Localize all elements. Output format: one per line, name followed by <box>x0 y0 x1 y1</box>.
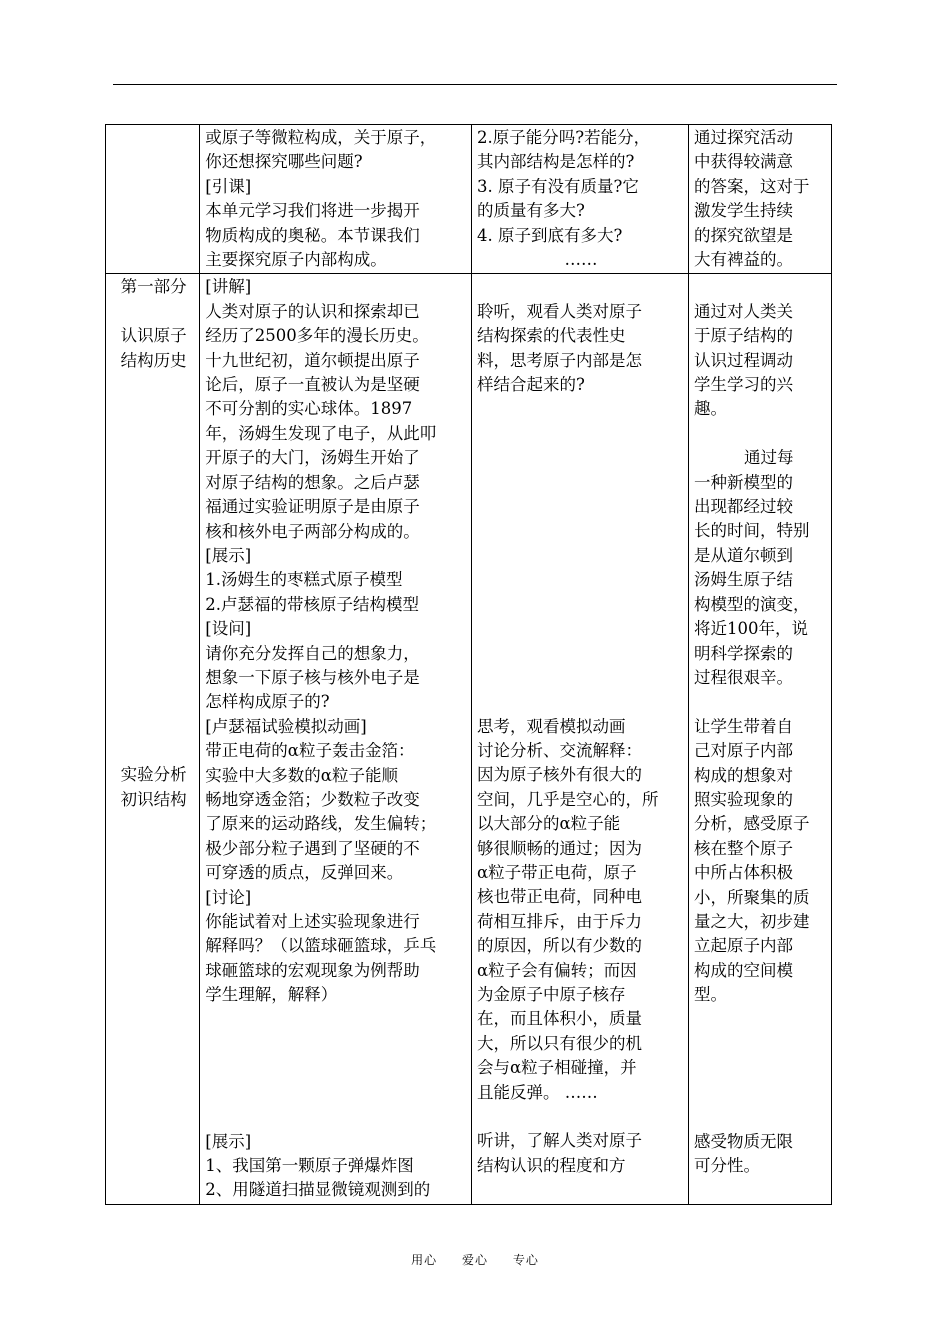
text-line: [讨论] <box>205 887 252 907</box>
text-line: 大，所以只有很少的机 <box>477 1033 643 1053</box>
text-line: 核也带正电荷，同种电 <box>477 887 643 907</box>
text-line: 一种新模型的 <box>694 472 794 492</box>
text-line: 大有裨益的。 <box>694 250 794 270</box>
text-line: 本单元学习我们将进一步揭开 <box>205 201 420 221</box>
text-line: 分析，感受原子 <box>694 814 810 834</box>
text-line: 通过探究活动 <box>694 128 794 147</box>
text-line: 畅地穿透金箔；少数粒子改变 <box>205 789 420 809</box>
text-line: 构成的空间模 <box>694 960 794 980</box>
text-line: 4. 原子到底有多大? <box>477 225 623 245</box>
text-line: 的探究欲望是 <box>694 225 794 245</box>
text-line: 年，汤姆生发现了电子，从此叩 <box>205 423 437 443</box>
text-line: 聆听，观看人类对原子 <box>477 301 643 321</box>
text-line: 开原子的大门，汤姆生开始了 <box>205 448 420 468</box>
lesson-plan-table <box>105 124 832 1205</box>
text-line: 对原子结构的想象。之后卢瑟 <box>205 472 420 492</box>
student-activity-cell <box>472 125 689 274</box>
stage-label: 结构历史 <box>120 350 187 370</box>
design-intent-cell <box>689 274 832 1204</box>
text-line: 荷相互排斥，由于斥力 <box>477 911 643 931</box>
text-line: 的答案，这对于 <box>694 176 810 196</box>
text-line: 3. 原子有没有质量?它 <box>477 176 639 196</box>
text-line: 经历了2500多年的漫长历史。 <box>205 326 429 346</box>
text-line: 极少部分粒子遇到了坚硬的不 <box>205 838 420 858</box>
text-line: 出现都经过较 <box>694 497 794 517</box>
text-line: 其内部结构是怎样的? <box>477 152 635 172</box>
text-line: 核在整个原子 <box>694 838 794 858</box>
text-line: 2.卢瑟福的带核原子结构模型 <box>205 594 420 614</box>
text-line: 会与α粒子相碰撞，并 <box>477 1058 637 1078</box>
text-line: 以大部分的α粒子能 <box>477 814 621 834</box>
text-line: 球砸篮球的宏观现象为例帮助 <box>205 960 420 980</box>
stage-label: 初识结构 <box>120 789 187 809</box>
text-line: 人类对原子的认识和探索却已 <box>205 301 420 321</box>
text-line: 结构探索的代表性史 <box>477 326 626 346</box>
stage-label: 第一部分 <box>120 277 187 297</box>
text-line: 的原因，所以有少数的 <box>477 936 643 956</box>
text-line: 讨论分析、交流解释： <box>477 740 643 760</box>
stage-cell <box>106 274 200 1204</box>
text-line: 且能反弹。 …… <box>477 1082 598 1102</box>
text-line: [讲解] <box>205 277 252 297</box>
text-line: 1、我国第一颗原子弹爆炸图 <box>205 1155 414 1175</box>
text-line: 想象一下原子核与核外电子是 <box>205 667 420 687</box>
text-line: 论后，原子一直被认为是坚硬 <box>205 375 420 395</box>
text-line: 照实验现象的 <box>694 789 794 809</box>
stage-label: 认识原子 <box>120 326 187 346</box>
text-line: 通过对人类关 <box>694 301 794 321</box>
text-line: 实验中大多数的α粒子能顺 <box>205 765 398 785</box>
text-line: 激发学生持续 <box>694 201 794 221</box>
text-line: 构成的想象对 <box>694 765 794 785</box>
text-line: 于原子结构的 <box>694 326 794 346</box>
text-line: [引课] <box>205 176 252 196</box>
text-line: 在，而且体积小，质量 <box>477 1009 643 1029</box>
text-line: 带正电荷的α粒子轰击金箔： <box>205 741 415 761</box>
text-line: 十九世纪初，道尔顿提出原子 <box>205 350 420 370</box>
text-line: 可穿透的质点，反弹回来。 <box>205 863 404 883</box>
text-line: 不可分割的实心球体。1897 <box>205 399 413 419</box>
text-line: 型。 <box>694 985 728 1005</box>
text-line: 你还想探究哪些问题? <box>205 152 363 172</box>
teacher-activity-cell <box>200 274 472 1204</box>
text-line: 解释吗？（以篮球砸篮球，乒乓 <box>205 936 437 956</box>
text-line: 听讲，了解人类对原子 <box>477 1131 643 1151</box>
page-footer <box>0 1251 950 1268</box>
text-line: 了原来的运动路线，发生偏转； <box>205 814 437 834</box>
text-line: 空间，几乎是空心的，所 <box>477 789 659 809</box>
ellipsis: …… <box>564 250 598 270</box>
text-line: 小，所聚集的质 <box>694 887 810 907</box>
text-line: 通过每 <box>744 448 794 468</box>
teacher-activity-cell <box>200 125 472 274</box>
text-line: α粒子会有偏转；而因 <box>477 960 637 980</box>
text-line: [展示] <box>205 1131 252 1151</box>
text-line: 己对原子内部 <box>694 741 794 761</box>
text-line: 让学生带着自 <box>694 716 794 736</box>
header-rule <box>113 84 837 85</box>
stage-cell-empty <box>106 125 200 274</box>
text-line: 将近100年，说 <box>694 619 809 639</box>
text-line: 感受物质无限 <box>694 1131 794 1151</box>
text-line: 量之大，初步建 <box>694 911 810 931</box>
text-line: [卢瑟福试验模拟动画] <box>205 716 367 736</box>
text-line: 结构认识的程度和方 <box>477 1155 626 1175</box>
text-line: 明科学探索的 <box>694 643 794 663</box>
text-line: 立起原子内部 <box>694 936 794 956</box>
design-intent-cell <box>689 125 832 274</box>
text-line: 思考，观看模拟动画 <box>477 716 626 736</box>
text-line: 样结合起来的? <box>477 375 585 395</box>
text-line: 学生理解，解释） <box>205 985 338 1005</box>
text-line: 请你充分发挥自己的想象力， <box>205 643 420 663</box>
text-line: 怎样构成原子的? <box>205 692 330 712</box>
text-line: 学生学习的兴 <box>694 375 794 395</box>
text-line: 是从道尔顿到 <box>694 545 794 565</box>
text-line: 中所占体积极 <box>694 863 794 883</box>
text-line: 长的时间，特别 <box>694 521 810 541</box>
text-line: 为金原子中原子核存 <box>477 985 626 1004</box>
text-line: 核和核外电子两部分构成的。 <box>205 521 420 541</box>
text-line: [展示] <box>205 545 252 565</box>
text-line: 你能试着对上述实验现象进行 <box>205 912 420 931</box>
footer-text: 专心 <box>512 1253 539 1267</box>
text-line: α粒子带正电荷，原子 <box>477 862 637 882</box>
text-line: 构模型的演变， <box>694 594 810 614</box>
text-line: 认识过程调动 <box>694 350 794 370</box>
text-line: 中获得较满意 <box>694 152 794 172</box>
text-line: 2.原子能分吗?若能分， <box>477 128 651 147</box>
text-line: [设问] <box>205 619 252 639</box>
text-line: 福通过实验证明原子是由原子 <box>205 497 420 517</box>
text-line: 可分性。 <box>694 1155 761 1175</box>
text-line: 够很顺畅的通过；因为 <box>477 838 643 858</box>
text-line: 主要探究原子内部构成。 <box>205 250 387 270</box>
text-line: 2、用隧道扫描显微镜观测到的 <box>205 1180 431 1200</box>
text-line: 料，思考原子内部是怎 <box>477 350 643 370</box>
text-line: 或原子等微粒构成，关于原子， <box>205 128 437 147</box>
student-activity-cell <box>472 274 689 1204</box>
table-row-main <box>106 274 832 1204</box>
footer-text: 用心 <box>411 1253 438 1267</box>
stage-label: 实验分析 <box>120 765 187 785</box>
text-line: 1.汤姆生的枣糕式原子模型 <box>205 570 403 590</box>
footer-text: 爱心 <box>461 1253 488 1267</box>
text-line: 过程很艰辛。 <box>694 667 794 687</box>
text-line: 汤姆生原子结 <box>694 570 794 590</box>
text-line: 趣。 <box>694 399 728 419</box>
text-line: 因为原子核外有很大的 <box>477 765 643 785</box>
text-line: 的质量有多大? <box>477 201 585 221</box>
text-line: 物质构成的奥秘。本节课我们 <box>205 225 420 245</box>
table-row-continued <box>106 125 832 274</box>
